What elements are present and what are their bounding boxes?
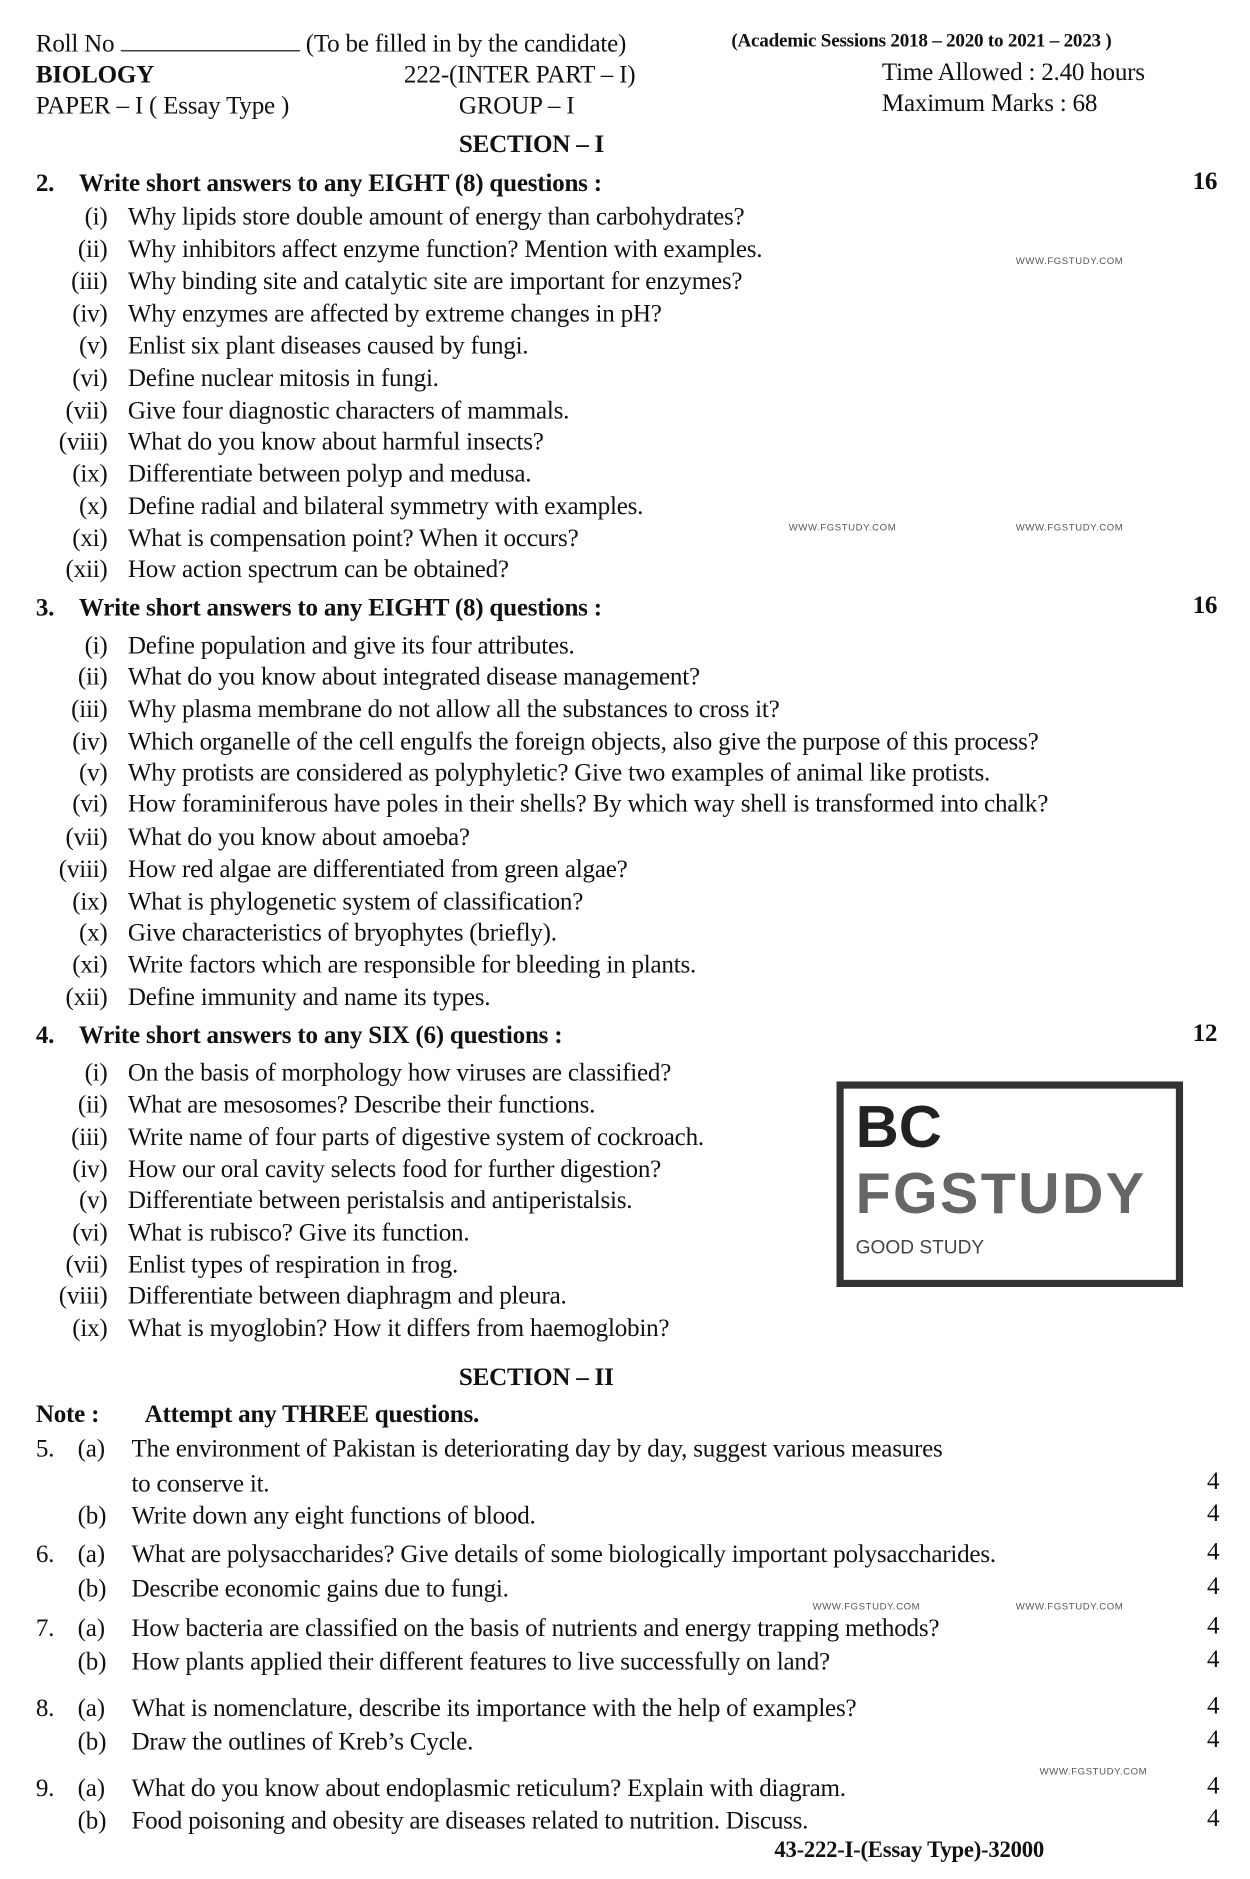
item-numeral: (v) <box>79 757 108 787</box>
part-marks: 4 <box>1206 1466 1220 1495</box>
part-text: How bacteria are classified on the basis of nutrients and energy trapping methods? <box>131 1613 940 1642</box>
question-number: 4. <box>35 1020 55 1050</box>
item-numeral: (xi) <box>72 523 108 553</box>
roll-no-blank <box>120 31 299 51</box>
item-text: What do you know about amoeba? <box>127 822 470 851</box>
item-text: How foraminiferous have poles in their shells? By which way shell is transformed into chalk? <box>127 788 1049 818</box>
item-text: Why lipids store double amount of energy than carbohydrates? <box>127 201 745 231</box>
part-marks: 4 <box>1206 1536 1220 1566</box>
watermark-text: WWW.FGSTUDY.COM <box>1015 522 1124 533</box>
part-text: The environment of Pakistan is deteriorating day by day, suggest various measures <box>131 1434 943 1463</box>
fill-note: (To be filled in by the candidate) <box>305 28 627 58</box>
item-numeral: (iii) <box>71 266 108 296</box>
item-numeral: (v) <box>79 331 108 360</box>
item-numeral: (vi) <box>72 363 108 392</box>
item-numeral: (ii) <box>77 662 108 691</box>
item-numeral: (iii) <box>71 694 108 723</box>
part-label: (a) <box>77 1613 105 1642</box>
watermark-text: WWW.FGSTUDY.COM <box>812 1601 921 1613</box>
item-numeral: (viii) <box>58 854 108 884</box>
item-numeral: (iii) <box>71 1122 108 1151</box>
part-text: Food poisoning and obesity are diseases related to nutrition. Discuss. <box>131 1805 809 1835</box>
question-marks: 12 <box>1192 1018 1218 1047</box>
item-text: Why protists are considered as polyphyletic? Give two examples of animal like protists. <box>127 757 991 787</box>
subject-title: BIOLOGY <box>35 59 155 89</box>
item-text: What is myoglobin? How it differs from haemoglobin? <box>127 1313 670 1342</box>
question-number: 2. <box>35 168 55 198</box>
item-numeral: (viii) <box>58 426 108 456</box>
item-numeral: (vi) <box>72 788 108 818</box>
part-marks: 4 <box>1206 1571 1220 1601</box>
part-marks: 4 <box>1206 1803 1220 1832</box>
watermark-text: WWW.FGSTUDY.COM <box>1015 1601 1124 1613</box>
roll-no-line <box>36 29 626 58</box>
watermark-text: WWW.FGSTUDY.COM <box>788 522 897 533</box>
item-numeral: (xii) <box>65 982 108 1011</box>
item-numeral: (i) <box>84 201 108 231</box>
item-text: Differentiate between diaphragm and pleura. <box>127 1281 567 1310</box>
item-text: Why inhibitors affect enzyme function? Mention with examples. <box>127 234 763 263</box>
long-question-number: 6. <box>35 1539 55 1568</box>
item-numeral: (x) <box>79 491 108 520</box>
question-heading: Write short answers to any EIGHT (8) questions : <box>78 168 602 198</box>
item-numeral: (v) <box>79 1185 108 1215</box>
part-text-continued: to conserve it. <box>131 1468 270 1498</box>
item-numeral: (xi) <box>72 950 108 979</box>
item-text: On the basis of morphology how viruses are classified? <box>127 1057 672 1087</box>
question-heading: Write short answers to any EIGHT (8) questions : <box>78 592 602 622</box>
part-text: Draw the outlines of Kreb’s Cycle. <box>131 1726 474 1756</box>
item-text: Give characteristics of bryophytes (briefly). <box>127 917 557 947</box>
part-marks: 4 <box>1206 1498 1220 1528</box>
item-text: Enlist types of respiration in frog. <box>127 1249 458 1279</box>
item-text: Enlist six plant diseases caused by fungi. <box>127 331 529 360</box>
item-text: Write name of four parts of digestive system of cockroach. <box>127 1122 704 1151</box>
part-text: Write down any eight functions of blood. <box>131 1500 536 1530</box>
item-text: How our oral cavity selects food for further digestion? <box>127 1154 662 1184</box>
item-text: Which organelle of the cell engulfs the foreign objects, also give the purpose of this process? <box>127 726 1039 756</box>
long-question-number: 7. <box>35 1613 55 1642</box>
item-numeral: (iv) <box>72 726 108 756</box>
item-text: What is phylogenetic system of classification? <box>127 886 584 916</box>
item-text: What are mesosomes? Describe their functions. <box>127 1089 596 1119</box>
paper-code: 222-(INTER PART – I) <box>403 59 636 89</box>
item-numeral: (vii) <box>65 822 108 851</box>
item-text: Why binding site and catalytic site are important for enzymes? <box>127 266 743 296</box>
part-marks: 4 <box>1206 1690 1220 1720</box>
paper-footer-code: 43-222-I-(Essay Type)-32000 <box>774 1837 1044 1864</box>
item-text: What do you know about integrated disease management? <box>127 662 700 691</box>
item-text: Give four diagnostic characters of mammals. <box>127 395 570 425</box>
item-numeral: (ix) <box>72 458 108 488</box>
item-numeral: (ii) <box>77 1089 108 1119</box>
part-label: (b) <box>77 1646 107 1676</box>
part-label: (a) <box>77 1434 105 1463</box>
item-text: Define radial and bilateral symmetry with examples. <box>127 491 644 520</box>
item-numeral: (viii) <box>58 1281 108 1310</box>
item-numeral: (iv) <box>72 298 108 328</box>
part-marks: 4 <box>1206 1610 1220 1640</box>
watermark-text: WWW.FGSTUDY.COM <box>1015 255 1124 267</box>
item-numeral: (vi) <box>72 1217 108 1247</box>
item-numeral: (i) <box>84 630 108 660</box>
item-numeral: (ix) <box>72 1313 108 1342</box>
item-text: Write factors which are responsible for bleeding in plants. <box>127 950 697 979</box>
item-text: Define population and give its four attributes. <box>127 630 575 660</box>
item-numeral: (i) <box>84 1057 108 1087</box>
time-allowed: Time Allowed : 2.40 hours <box>881 57 1145 87</box>
long-question-number: 9. <box>35 1773 55 1803</box>
part-label: (b) <box>77 1573 107 1603</box>
note-text: Attempt any THREE questions. <box>144 1399 480 1429</box>
part-text: What are polysaccharides? Give details of some biologically important polysaccharides. <box>131 1539 996 1568</box>
item-text: How action spectrum can be obtained? <box>127 554 509 584</box>
item-numeral: (vii) <box>65 395 108 425</box>
item-numeral: (ix) <box>72 886 108 916</box>
watermark-text: WWW.FGSTUDY.COM <box>1039 1766 1148 1777</box>
part-text: What is nomenclature, describe its importance with the help of examples? <box>131 1693 857 1722</box>
item-numeral: (x) <box>79 917 108 947</box>
item-numeral: (vii) <box>65 1249 108 1279</box>
part-marks: 4 <box>1206 1644 1220 1674</box>
section-2-title: SECTION – II <box>458 1362 614 1391</box>
item-text: Why enzymes are affected by extreme changes in pH? <box>127 298 662 328</box>
stamp-initials: BC <box>855 1093 942 1161</box>
item-text: How red algae are differentiated from green algae? <box>127 854 628 884</box>
item-text: What is compensation point? When it occurs? <box>127 523 579 553</box>
part-label: (a) <box>77 1539 105 1568</box>
note-label: Note : <box>35 1399 100 1429</box>
item-numeral: (iv) <box>72 1154 108 1184</box>
paper-type: PAPER – I ( Essay Type ) <box>35 90 290 120</box>
part-label: (b) <box>77 1500 107 1530</box>
group: GROUP – I <box>458 90 575 120</box>
item-numeral: (ii) <box>77 234 108 263</box>
part-label: (a) <box>77 1693 105 1722</box>
part-marks: 4 <box>1206 1770 1220 1800</box>
item-text: What do you know about harmful insects? <box>127 426 544 456</box>
question-heading: Write short answers to any SIX (6) questions : <box>78 1020 563 1050</box>
maximum-marks: Maximum Marks : 68 <box>881 88 1098 118</box>
question-marks: 16 <box>1192 590 1218 620</box>
part-label: (b) <box>77 1726 107 1756</box>
part-text: Describe economic gains due to fungi. <box>131 1573 509 1603</box>
part-label: (b) <box>77 1805 107 1835</box>
stamp-main-text: FGSTUDY <box>855 1162 1147 1227</box>
section-1-title: SECTION – I <box>458 129 605 158</box>
question-marks: 16 <box>1192 166 1218 195</box>
part-label: (a) <box>77 1773 105 1803</box>
part-text: What do you know about endoplasmic reticulum? Explain with diagram. <box>131 1773 846 1803</box>
question-number: 3. <box>35 592 55 622</box>
academic-sessions: (Academic Sessions 2018 – 2020 to 2021 – 2023 ) <box>731 31 1112 52</box>
part-text: How plants applied their different features to live successfully on land? <box>131 1646 830 1676</box>
part-marks: 4 <box>1206 1724 1220 1754</box>
item-text: What is rubisco? Give its function. <box>127 1217 470 1247</box>
fgstudy-stamp <box>837 1081 1184 1287</box>
long-question-number: 5. <box>35 1434 55 1463</box>
item-text: Define nuclear mitosis in fungi. <box>127 363 439 392</box>
stamp-sub-text: GOOD STUDY <box>855 1238 985 1259</box>
long-question-number: 8. <box>35 1693 55 1722</box>
roll-no-label: Roll No <box>35 28 115 58</box>
item-text: Differentiate between polyp and medusa. <box>127 458 532 488</box>
item-text: Why plasma membrane do not allow all the substances to cross it? <box>127 694 780 723</box>
item-numeral: (xii) <box>65 554 108 584</box>
item-text: Differentiate between peristalsis and antiperistalsis. <box>127 1185 633 1215</box>
item-text: Define immunity and name its types. <box>127 982 491 1011</box>
